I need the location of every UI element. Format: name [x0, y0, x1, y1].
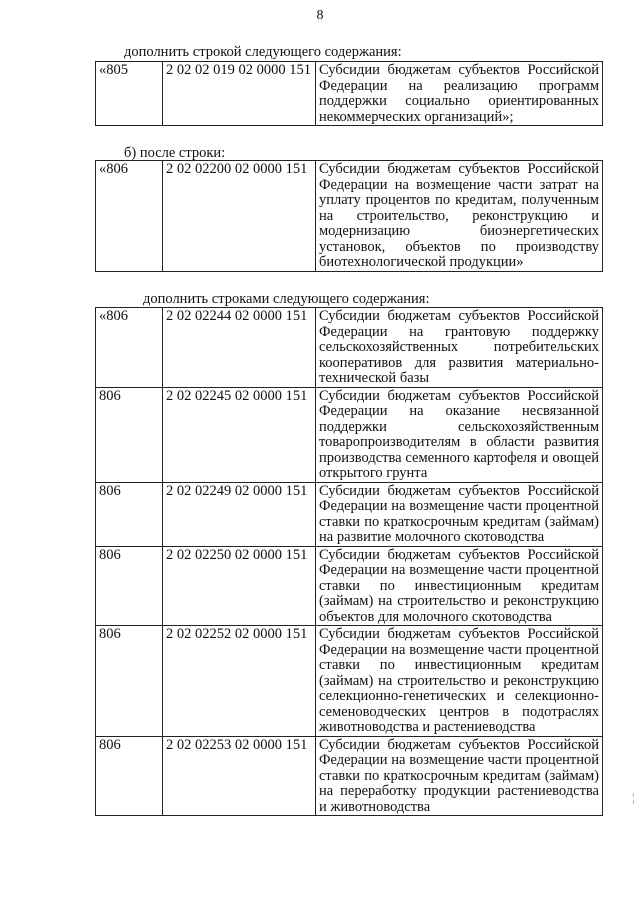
row-code: 806	[96, 387, 163, 482]
section-a-intro: дополнить строкой следующего содержания:	[124, 44, 402, 60]
row-description: Субсидии бюджетам субъектов Российской Федерации на оказание несвязанной поддержки сельскохозяйственным товаропроизводителям в области развития производства семенного картофеля и овощей открытого грунта	[316, 387, 603, 482]
row-code: «806	[96, 308, 163, 388]
table-row	[96, 387, 603, 482]
section-b-table	[95, 160, 603, 272]
table-row	[96, 62, 603, 126]
row-kbk: 2 02 02249 02 0000 151	[163, 482, 316, 546]
row-description: Субсидии бюджетам субъектов Российской Федерации на возмещение части процентной ставки по краткосрочным кредитам (займам) на развитие молочного скотоводства	[316, 482, 603, 546]
section-a-table	[95, 61, 603, 126]
row-kbk: 2 02 02253 02 0000 151	[163, 736, 316, 816]
table-row	[96, 482, 603, 546]
row-kbk: 2 02 02200 02 0000 151	[163, 161, 316, 272]
row-code: 806	[96, 482, 163, 546]
page-number: 8	[316, 8, 324, 23]
row-code: 806	[96, 626, 163, 737]
row-description: Субсидии бюджетам субъектов Российской Федерации на грантовую поддержку сельскохозяйственных потребительских кооперативов для развития материально-технической базы	[316, 308, 603, 388]
section-c-intro: дополнить строками следующего содержания:	[143, 291, 430, 307]
row-description: Субсидии бюджетам субъектов Российской Федерации на возмещение части процентной ставки по инвестиционным кредитам (займам) на строительство и реконструкцию селекционно-генетических и селекционно-семеноводческих центров в подотраслях животноводства и растениеводства	[316, 626, 603, 737]
row-description: Субсидии бюджетам субъектов Российской Федерации на возмещение части процентной ставки по краткосрочным кредитам (займам) на переработку продукции растениеводства и животноводства	[316, 736, 603, 816]
row-code: «806	[96, 161, 163, 272]
table-row	[96, 736, 603, 816]
row-description: Субсидии бюджетам субъектов Российской Федерации на возмещение части затрат на уплату процентов по кредитам, полученным на строительство, реконструкцию и модернизацию биоэнергетических установок, объектов по производству биотехнологической продукции»	[316, 161, 603, 272]
row-code: «805	[96, 62, 163, 126]
table-row	[96, 308, 603, 388]
row-kbk: 2 02 02245 02 0000 151	[163, 387, 316, 482]
row-kbk: 2 02 02244 02 0000 151	[163, 308, 316, 388]
row-code: 806	[96, 546, 163, 626]
section-c-table	[95, 307, 603, 816]
table-row	[96, 546, 603, 626]
row-code: 806	[96, 736, 163, 816]
row-description: Субсидии бюджетам субъектов Российской Федерации на возмещение части процентной ставки по инвестиционным кредитам (займам) на строительство и реконструкцию объектов для молочного скотоводства	[316, 546, 603, 626]
section-b-intro: б) после строки:	[124, 145, 226, 161]
row-description: Субсидии бюджетам субъектов Российской Федерации на реализацию программ поддержки социально ориентированных некоммерческих организаций»;	[316, 62, 603, 126]
row-kbk: 2 02 02250 02 0000 151	[163, 546, 316, 626]
row-kbk: 2 02 02 019 02 0000 151	[163, 62, 316, 126]
table-row	[96, 626, 603, 737]
row-kbk: 2 02 02252 02 0000 151	[163, 626, 316, 737]
edge-scan-mark: ¦	[632, 790, 635, 804]
table-row	[96, 161, 603, 272]
